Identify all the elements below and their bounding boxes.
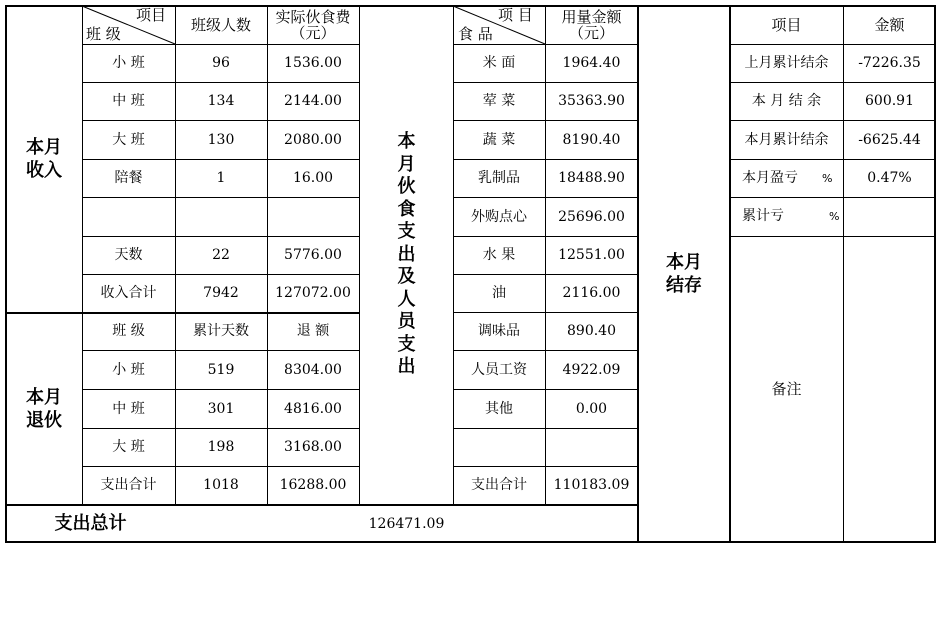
expense-row-amount: 4922.09 [562, 361, 621, 378]
expense-row-label: 人员工资 [471, 361, 527, 378]
income-row-label: 中 班 [112, 93, 145, 109]
expense-section-label-char: 支 [397, 333, 416, 355]
balance-row-value [843, 197, 936, 236]
income-row-label: 陪餐 [114, 170, 143, 186]
balance-row-label: 本月累计结余 [744, 131, 829, 148]
income-header-class: 班 级 [86, 25, 121, 43]
refund-row-label: 支出合计 [100, 477, 157, 493]
income-row-label: 小 班 [112, 55, 145, 71]
expense-header-amount: 用量金额 （元） [561, 8, 622, 42]
remark-label: 备注 [771, 380, 802, 398]
balance-row-value: 600.91 [865, 93, 914, 109]
expense-row-label: 乳制品 [478, 170, 520, 186]
expense-section-label-char: 食 [397, 198, 416, 220]
balance-row-label: 本月盈亏 [742, 170, 798, 186]
expense-section-label [360, 6, 453, 626]
income-row-fee: 2144.00 [284, 93, 342, 109]
expense-row-label: 蔬 菜 [482, 131, 516, 148]
income-section-label: 本月 收入 [26, 137, 62, 181]
expense-row-label: 调味品 [478, 323, 520, 339]
expense-section-label-char: 员 [397, 311, 416, 333]
balance-row-label: 累计亏 [742, 208, 784, 224]
income-header-item: 项目 [136, 6, 167, 24]
income-row-count: 7942 [203, 285, 239, 301]
refund-row-days: 1018 [203, 477, 239, 493]
income-row-count: 1 [216, 170, 226, 186]
expense-row-amount: 890.40 [567, 323, 616, 339]
balance-header-item: 项目 [771, 15, 802, 34]
balance-row-unit: % [822, 172, 833, 185]
income-row-count: 22 [212, 247, 230, 263]
balance-row-label: 本 月 结 余 [751, 93, 822, 109]
expense-row-amount: 18488.90 [558, 170, 625, 186]
expense-header-item: 项 目 [498, 6, 533, 24]
refund-row-days: 519 [207, 361, 235, 378]
expense-section-label-char: 月 [397, 153, 416, 175]
expense-row-amount: 2116.00 [562, 285, 621, 301]
refund-row-label: 中 班 [112, 400, 145, 417]
expense-section-label-char: 伙 [397, 176, 416, 198]
balance-row-value: -6625.44 [858, 131, 921, 148]
refund-row-amount: 3168.00 [284, 439, 342, 455]
expense-section-label-char: 本 [397, 131, 416, 153]
refund-header-class: 班 级 [112, 323, 145, 339]
expense-row-amount: 25696.00 [558, 208, 625, 225]
expense-row-label: 油 [492, 285, 506, 301]
expense-row-label: 支出合计 [471, 477, 527, 493]
expense-row-label: 其他 [485, 400, 513, 417]
refund-row-label: 小 班 [112, 361, 145, 378]
refund-row-amount: 8304.00 [284, 361, 342, 378]
expense-section-label-char: 人 [397, 288, 416, 310]
balance-row-value: 0.47% [867, 170, 912, 186]
expense-row-amount: 35363.90 [558, 93, 625, 109]
refund-row-days: 198 [207, 439, 235, 455]
refund-row-amount: 16288.00 [279, 477, 347, 493]
income-header-count: 班级人数 [190, 15, 251, 34]
income-row-fee: 2080.00 [284, 131, 342, 148]
balance-header-amount: 金额 [874, 15, 905, 34]
expense-row-label: 水 果 [482, 247, 516, 263]
expense-row-label: 米 面 [482, 55, 516, 71]
refund-header-days: 累计天数 [193, 323, 249, 339]
income-row-count [175, 197, 267, 236]
income-row-fee: 1536.00 [284, 55, 342, 71]
expense-section-label-char: 出 [397, 356, 416, 378]
income-row-label: 大 班 [112, 131, 145, 148]
income-row-fee: 5776.00 [284, 247, 342, 263]
balance-row-label: 上月累计结余 [744, 55, 829, 71]
expense-section-label-char: 支 [397, 221, 416, 243]
expense-row-amount: 0.00 [575, 400, 608, 417]
income-row-count: 134 [207, 93, 235, 109]
expense-section-label-char: 及 [397, 266, 416, 288]
income-row-count: 130 [207, 131, 235, 148]
expense-row-amount: 8190.40 [562, 131, 621, 148]
total-value: 126471.09 [368, 515, 445, 532]
income-row-fee [267, 197, 359, 236]
income-row-fee: 127072.00 [275, 285, 351, 301]
expense-row-amount: 12551.00 [558, 247, 625, 263]
refund-section-label: 本月 退伙 [26, 386, 62, 431]
refund-header-amount: 退 额 [296, 323, 330, 339]
expense-header-food: 食 品 [458, 25, 493, 43]
remark-content [844, 237, 936, 542]
income-row-fee: 16.00 [292, 170, 334, 186]
total-label: 支出总计 [54, 512, 127, 534]
income-header-fee: 实际伙食费 （元） [275, 8, 351, 42]
income-row-count: 96 [212, 55, 230, 71]
refund-row-days: 301 [207, 400, 235, 417]
balance-row-unit: % [829, 210, 840, 223]
expense-row-label: 外购点心 [471, 208, 527, 225]
expense-row-amount [545, 428, 638, 466]
income-row-label: 收入合计 [100, 285, 157, 301]
income-row-label [82, 197, 175, 236]
income-row-label: 天数 [114, 247, 143, 263]
expense-section-label-char: 出 [397, 243, 416, 265]
expense-row-label [453, 428, 545, 466]
balance-section-label: 本月 结存 [666, 252, 702, 296]
refund-row-amount: 4816.00 [284, 400, 342, 417]
refund-row-label: 大 班 [112, 439, 145, 455]
expense-row-amount: 1964.40 [562, 55, 621, 71]
expense-row-amount: 110183.09 [553, 477, 630, 493]
balance-row-value: -7226.35 [858, 55, 921, 71]
expense-row-label: 荤 菜 [482, 93, 516, 109]
